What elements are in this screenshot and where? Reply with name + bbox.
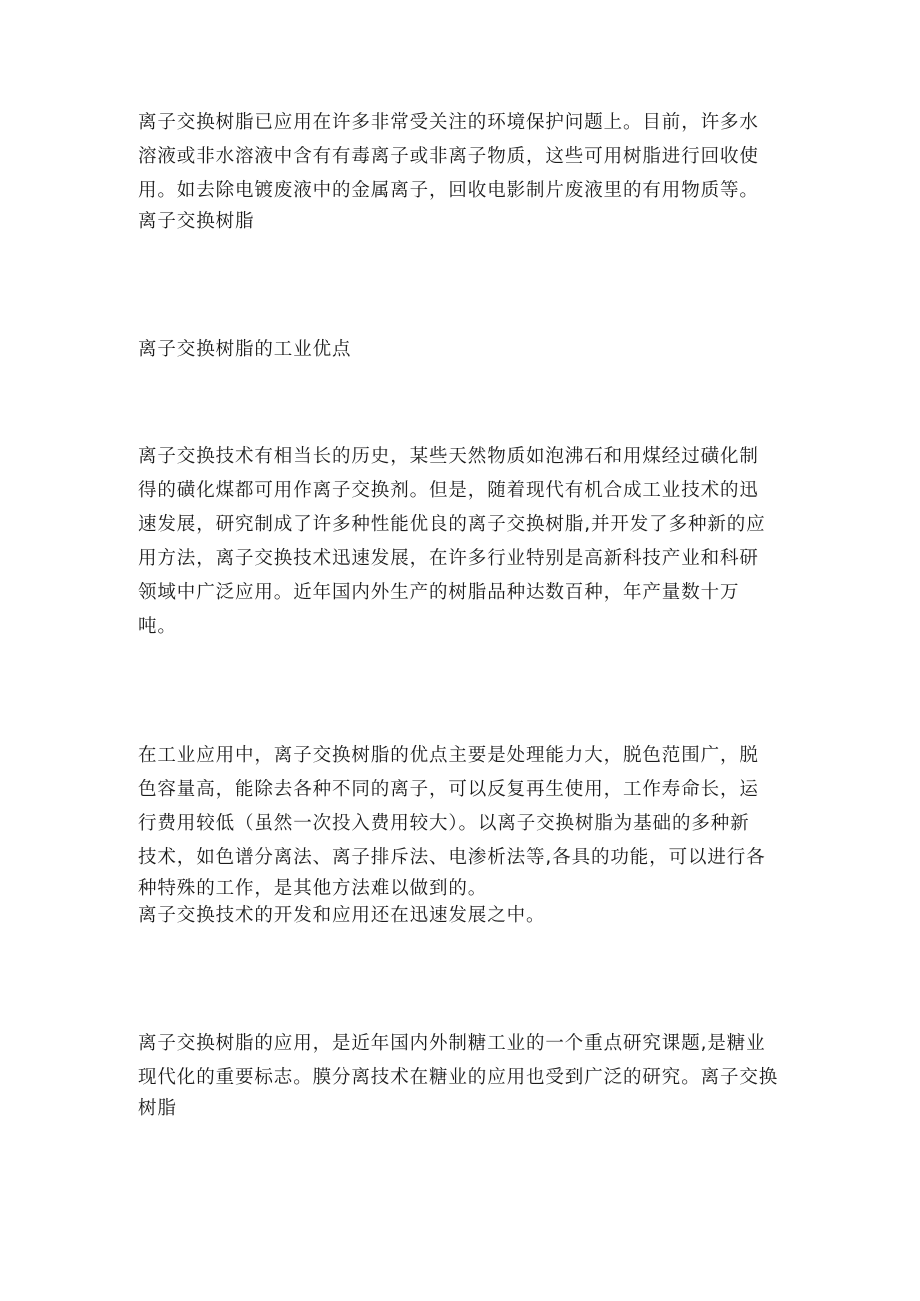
text-line: 离子交换树脂已应用在许多非常受关注的环境保护问题上。目前，许多水: [138, 112, 759, 133]
text-line: 离子交换树脂的应用，是近年国内外制糖工业的一个重点研究课题,是糖业: [138, 1033, 766, 1054]
text-line: 吨。: [138, 616, 177, 637]
text-line: 用。如去除电镀废液中的金属离子，回收电影制片废液里的有用物质等。: [138, 180, 759, 201]
text-line: 离子交换技术的开发和应用还在迅速发展之中。: [138, 905, 546, 926]
text-line: 离子交换树脂: [138, 211, 255, 232]
paragraph-history: [138, 440, 798, 644]
text-line: 种特殊的工作，是其他方法难以做到的。: [138, 878, 488, 899]
text-line: 用方法，离子交换技术迅速发展，在许多行业特别是高新科技产业和科研: [138, 548, 759, 569]
paragraph-environmental-uses: [138, 106, 798, 235]
text-line: 速发展，研究制成了许多种性能优良的离子交换树脂,并开发了多种新的应: [138, 514, 766, 535]
text-line: 树脂: [138, 1098, 177, 1119]
text-line: 领域中广泛应用。近年国内外生产的树脂品种达数百种，年产量数十万: [138, 582, 740, 603]
section-heading: [138, 333, 798, 367]
text-line: 技术，如色谱分离法、离子排斥法、电渗析法等,各具的功能，可以进行各: [138, 847, 766, 868]
heading-text: 离子交换树脂的工业优点: [138, 339, 352, 360]
text-line: 在工业应用中，离子交换树脂的优点主要是处理能力大，脱色范围广，脱: [138, 745, 759, 766]
text-line: 色容量高，能除去各种不同的离子，可以反复再生使用，工作寿命长，运: [138, 779, 759, 800]
text-line: 得的磺化煤都可用作离子交换剂。但是，随着现代有机合成工业技术的迅: [138, 480, 759, 501]
text-line: 行费用较低（虽然一次投入费用较大）。以离子交换树脂为基础的多种新: [138, 813, 750, 834]
text-line: 现代化的重要标志。膜分离技术在糖业的应用也受到广泛的研究。离子交换: [138, 1067, 779, 1088]
paragraph-industrial-advantages: [138, 739, 798, 929]
paragraph-sugar-industry: [138, 1027, 798, 1122]
text-line: 离子交换技术有相当长的历史，某些天然物质如泡沸石和用煤经过磺化制: [138, 446, 759, 467]
text-line: 溶液或非水溶液中含有有毒离子或非离子物质，这些可用树脂进行回收使: [138, 146, 759, 167]
